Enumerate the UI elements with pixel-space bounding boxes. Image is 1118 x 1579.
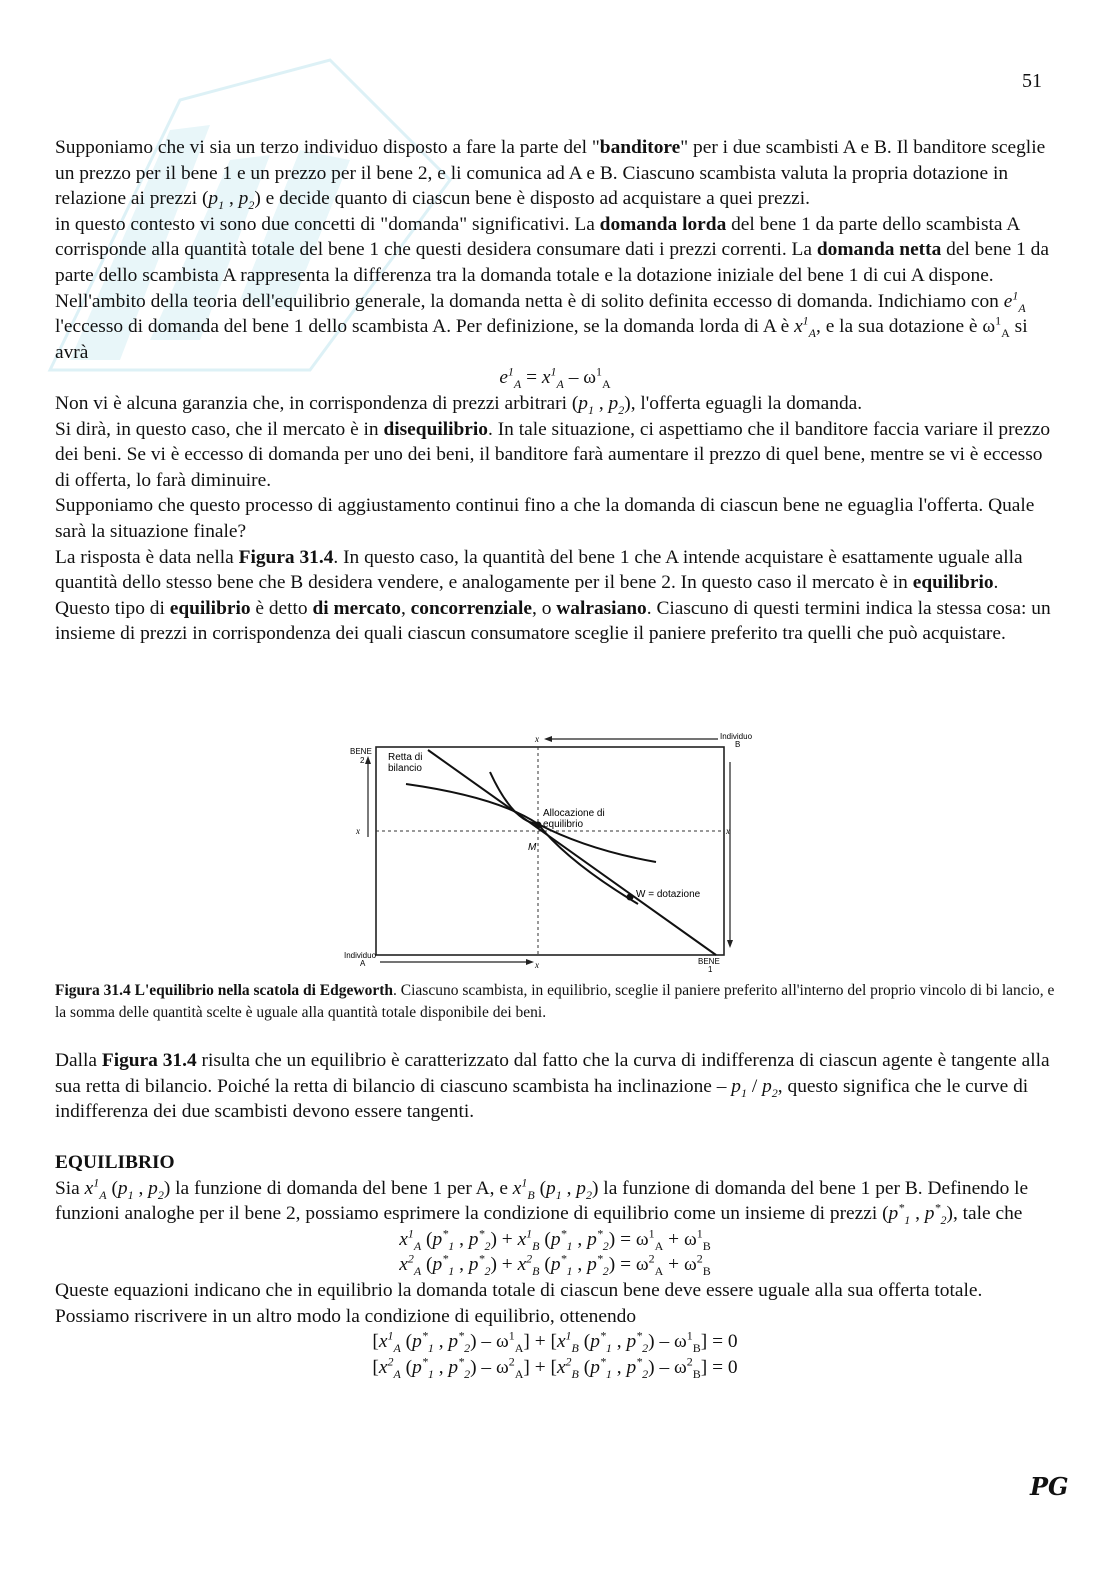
svg-text:Retta di: Retta di [388, 752, 423, 763]
caption-label: Figura 31.4 L'equilibrio nella scatola di Edgeworth [55, 982, 394, 999]
svg-text:2: 2 [360, 756, 365, 765]
svg-text:x: x [356, 826, 360, 836]
svg-text:Individuo: Individuo [344, 951, 377, 960]
edgeworth-box-figure [338, 732, 778, 977]
svg-text:x: x [535, 960, 539, 970]
svg-text:B: B [735, 740, 741, 749]
page-number: 51 [1022, 70, 1042, 92]
svg-text:M: M [528, 842, 537, 853]
svg-text:W = dotazione: W = dotazione [636, 889, 701, 900]
svg-text:x: x [535, 734, 539, 744]
figure-caption [55, 980, 1060, 1024]
svg-text:Allocazione di: Allocazione di [543, 808, 605, 819]
caption-text: . Ciascuno scambista, in equilibrio, sceglie il paniere preferito all'interno del proprio vincolo di bi lancio, e la somma delle quantità scelte è uguale alla quantità totale disponibile dei beni. [55, 982, 1055, 1021]
body-text-top: Supponiamo che vi sia un terzo individuo disposto a fare la parte del "banditore" per i due scambisti A e B. Il banditore sceglie un prezzo per il bene 1 e un prezzo per il bene 2, e li comunica ad A e B. Ciascuno scambista valuta la propria dotazione in relazione ai prezzi ($p_1$ , $p_2$) e decide quanto di ciascun bene è disposto ad acquistare a quei prezzi. in questo contesto vi sono due concetti di "domanda" significativi. La domanda lorda del bene 1 da parte dello scambista A corrisponde alla quantità totale del bene 1 che questi desidera consumare dati i prezzi correnti. La domanda netta del bene 1 da parte dello scambista A rappresenta la differenza tra la domanda totale e la dotazione iniziale del bene 1 di cui A dispone. Nell'ambito della teoria dell'equilibrio generale, la domanda netta è di solito definita eccesso di domanda. Indichiamo con $e^1_A$ l'eccesso di domanda del bene 1 dello scambista A. Per definizione, se la domanda lorda di A è $x^1_A$, e la sua dotazione è $\omega^1_A$ si avrà $e^1_A = x^1_A - \omega^1_A$ Non vi è alcuna garanzia che, in corrispondenza di prezzi arbitrari ($p_1$ , $p_2$), l'offerta eguagli la domanda. Si dirà, in questo caso, che il mercato è in disequilibrio. In tale situazione, ci aspettiamo che il banditore faccia variare il prezzo dei beni. Se vi è eccesso di domanda per uno dei beni, il banditore farà aumentare il prezzo di quel bene, mentre se vi è eccesso di offerta, lo farà diminuire. Supponiamo che questo processo di aggiustamento continui fino a che la domanda di ciascun bene ne eguaglia l'offerta. Quale sarà la situazione finale? La risposta è data nella Figura 31.4. In questo caso, la quantità del bene 1 che A intende acquistare è esattamente uguale alla quantità dello stesso bene che B desidera vendere, e analogamente per il bene 2. In questo caso il mercato è in equilibrio. Questo tipo di equilibrio è detto di mercato, concorrenziale, o walrasiano. Ciascuno di questi termini indica la stessa cosa: un insieme di prezzi in corrispondenza dei quali ciascun consumatore sceglie il paniere preferito tra quelli che può acquistare. [55, 137, 1051, 645]
svg-text:1: 1 [708, 965, 713, 974]
svg-text:BENE: BENE [698, 957, 720, 966]
page-signature: PG [1030, 1472, 1069, 1501]
svg-text:A: A [360, 959, 366, 968]
svg-text:bilancio: bilancio [388, 763, 422, 774]
body-text-equilibrio: EQUILIBRIO Sia $x^1_A$ ($p_1$ , $p_2$) la funzione di domanda del bene 1 per A, e $x^1_B$ ($p_1$ , $p_2$) la funzione di domanda del bene 1 per B. Definendo le funzioni analoghe per il bene 2, possiamo esprimere la condizione di equilibrio come un insieme di prezzi ($p^*_1$ , $p^*_2$), tale che $x^1_A$ ($p^*_1$ , $p^*_2) + x^1_B$ ($p^*_1$ , $p^*_2) = \omega^1_A + \omega^1_B$ $x^2_A$ ($p^*_1$ , $p^*_2) + x^2_B$ ($p^*_1$ , $p^*_2) = \omega^2_A + \omega^2_B$ Queste equazioni indicano che in equilibrio la domanda totale di ciascun bene deve essere uguale alla sua offerta totale. Possiamo riscrivere in un altro modo la condizione di equilibrio, ottenendo [$x^1_A$ ($p^*_1$ , $p^*_2) - \omega^1_A] + [x^1_B$ ($p^*_1$ , $p^*_2) - \omega^1_B] = 0$ [$x^2_A$ ($p^*_1$ , $p^*_2) - \omega^2_A] + [x^2_B$ ($p^*_1$ , $p^*_2) - \omega^2_B] = 0$ [55, 1150, 1055, 1380]
svg-text:Individuo: Individuo [720, 732, 753, 741]
body-text-middle: Dalla Figura 31.4 risulta che un equilibrio è caratterizzato dal fatto che la curva di indifferenza di ciascun agente è tangente alla sua retta di bilancio. Poiché la retta di bilancio di ciascuno scambista ha inclinazione – $p_1 / p_2$, questo significa che le curve di indifferenza dei due scambisti devono essere tangenti. [55, 1050, 1050, 1123]
section-heading: EQUILIBRIO [55, 1152, 175, 1173]
svg-text:BENE: BENE [350, 747, 372, 756]
svg-text:equilibrio: equilibrio [543, 819, 584, 830]
svg-text:x: x [726, 826, 730, 836]
